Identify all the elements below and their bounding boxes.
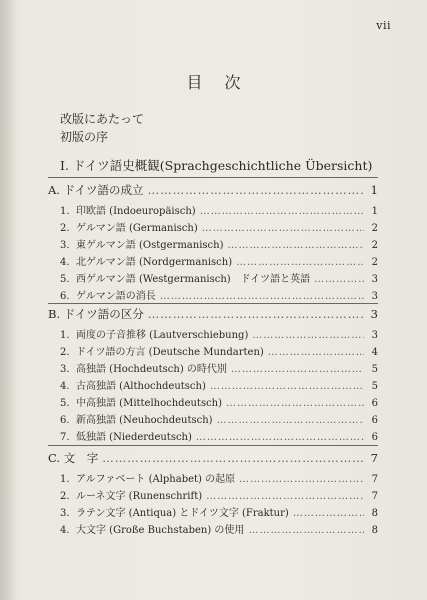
page-ref: 2 (371, 240, 378, 251)
toc-item[interactable] (48, 253, 378, 270)
leader-dots (202, 223, 364, 234)
item-number: 7. (60, 432, 70, 443)
leader-dots (239, 474, 364, 485)
item-text: 西ゲルマン語 (Westgermanisch) ドイツ語と英語 (76, 274, 311, 285)
toc-item[interactable] (48, 394, 378, 411)
item-text: 低独語 (Niederdeutsch) (76, 432, 192, 443)
toc-item[interactable] (48, 287, 378, 304)
leader-dots (196, 432, 364, 443)
toc-item[interactable] (48, 270, 378, 287)
section-heading[interactable] (48, 450, 378, 470)
page-ref: 3 (371, 291, 378, 302)
page-ref: 8 (371, 508, 378, 519)
item-text: ゲルマン語 (Germanisch) (76, 223, 198, 234)
section-title: 文 字 (63, 451, 99, 465)
page-ref: 5 (371, 364, 378, 375)
toc-item[interactable] (48, 343, 378, 360)
chapter-subtitle: (Sprachgeschichtliche Übersicht) (159, 158, 373, 173)
page-ref: 4 (371, 347, 378, 358)
leader-dots (210, 381, 364, 392)
page-ref: 1 (370, 183, 378, 197)
item-number: 1. (60, 474, 70, 485)
section-label: C. (48, 451, 61, 465)
item-text: アルファベート (Alphabet) の起原 (76, 474, 236, 485)
toc-item[interactable] (48, 326, 378, 343)
leader-dots (200, 206, 364, 217)
page-title: 目次 (186, 73, 263, 92)
item-text: 両度の子音推移 (Lautverschiebung) (76, 330, 249, 341)
page-ref: 1 (371, 206, 378, 217)
leader-dots (148, 307, 364, 321)
section-heading[interactable] (48, 182, 378, 202)
toc-item[interactable] (48, 504, 378, 521)
section-a (48, 182, 378, 304)
section-divider (48, 303, 378, 304)
item-number: 3. (60, 240, 70, 251)
leader-dots (102, 451, 364, 465)
leader-dots (268, 347, 364, 358)
item-text: 印欧語 (Indoeuropäisch) (76, 206, 196, 217)
page-number: vii (376, 19, 391, 32)
item-text: 大文字 (Große Buchstaben) の使用 (76, 525, 245, 536)
section-divider (48, 445, 378, 446)
chapter-label: I. (60, 158, 69, 173)
item-text: ラテン文字 (Antiqua) とドイツ文字 (Fraktur) (76, 508, 289, 519)
chapter-title: ドイツ語史概観 (72, 158, 160, 173)
section-label: A. (48, 183, 60, 197)
item-text: ルーネ文字 (Runenschrift) (76, 491, 203, 502)
item-number: 4. (60, 381, 70, 392)
page-ref: 2 (371, 223, 378, 234)
toc-item[interactable] (48, 202, 378, 219)
toc-item[interactable] (48, 470, 378, 487)
leader-dots (148, 183, 364, 197)
item-number: 3. (60, 508, 70, 519)
page-ref: 6 (371, 415, 378, 426)
toc-item[interactable] (48, 487, 378, 504)
section-label: B. (48, 307, 61, 321)
leader-dots (160, 291, 364, 302)
item-number: 2. (60, 347, 70, 358)
item-text: 北ゲルマン語 (Nordgermanisch) (76, 257, 233, 268)
toc-item[interactable] (48, 236, 378, 253)
toc-item[interactable] (48, 219, 378, 236)
item-text: 中高独語 (Mittelhochdeutsch) (76, 398, 223, 409)
item-number: 6. (60, 415, 70, 426)
preface-entry[interactable]: 改版にあたって (60, 112, 145, 126)
leader-dots (206, 491, 364, 502)
page-ref: 7 (371, 474, 378, 485)
page-ref: 3 (371, 330, 378, 341)
section-heading[interactable] (48, 306, 378, 326)
toc-item[interactable] (48, 521, 378, 538)
section-title: ドイツ語の成立 (63, 183, 144, 197)
preface-list (60, 110, 144, 146)
item-number: 5. (60, 274, 70, 285)
toc-item[interactable] (48, 428, 378, 445)
item-text: 古高独語 (Althochdeutsch) (76, 381, 206, 392)
leader-dots (248, 525, 364, 536)
item-number: 3. (60, 364, 70, 375)
section-title: ドイツ語の区分 (63, 307, 144, 321)
page-ref: 3 (371, 274, 378, 285)
item-number: 1. (60, 206, 70, 217)
section-divider (48, 177, 378, 178)
leader-dots (228, 240, 365, 251)
item-number: 4. (60, 257, 70, 268)
item-text: ドイツ語の方言 (Deutsche Mundarten) (76, 347, 264, 358)
section-c (48, 450, 378, 538)
page-ref: 5 (371, 381, 378, 392)
leader-dots (252, 330, 364, 341)
item-number: 5. (60, 398, 70, 409)
item-number: 1. (60, 330, 70, 341)
leader-dots (236, 257, 364, 268)
chapter-heading[interactable] (60, 156, 373, 174)
preface-entry[interactable]: 初版の序 (60, 130, 109, 144)
item-number: 2. (60, 491, 70, 502)
page-ref: 7 (370, 451, 378, 465)
leader-dots (293, 508, 364, 519)
page-ref: 8 (371, 525, 378, 536)
item-text: 新高独語 (Neuhochdeutsch) (76, 415, 213, 426)
item-number: 4. (60, 525, 70, 536)
page-ref: 2 (371, 257, 378, 268)
page-ref: 7 (371, 491, 378, 502)
page-ref: 6 (371, 432, 378, 443)
item-text: ゲルマン語の消長 (76, 291, 156, 302)
leader-dots (314, 274, 364, 285)
item-text: 東ゲルマン語 (Ostgermanisch) (76, 240, 224, 251)
page-ref: 3 (370, 307, 378, 321)
leader-dots (226, 398, 364, 409)
leader-dots (231, 364, 364, 375)
toc-item[interactable] (48, 360, 378, 377)
item-number: 6. (60, 291, 70, 302)
toc-item[interactable] (48, 411, 378, 428)
item-text: 高独語 (Hochdeutsch) の時代別 (76, 364, 227, 375)
toc-item[interactable] (48, 377, 378, 394)
leader-dots (217, 415, 364, 426)
item-number: 2. (60, 223, 70, 234)
section-b (48, 306, 378, 445)
page-ref: 6 (371, 398, 378, 409)
